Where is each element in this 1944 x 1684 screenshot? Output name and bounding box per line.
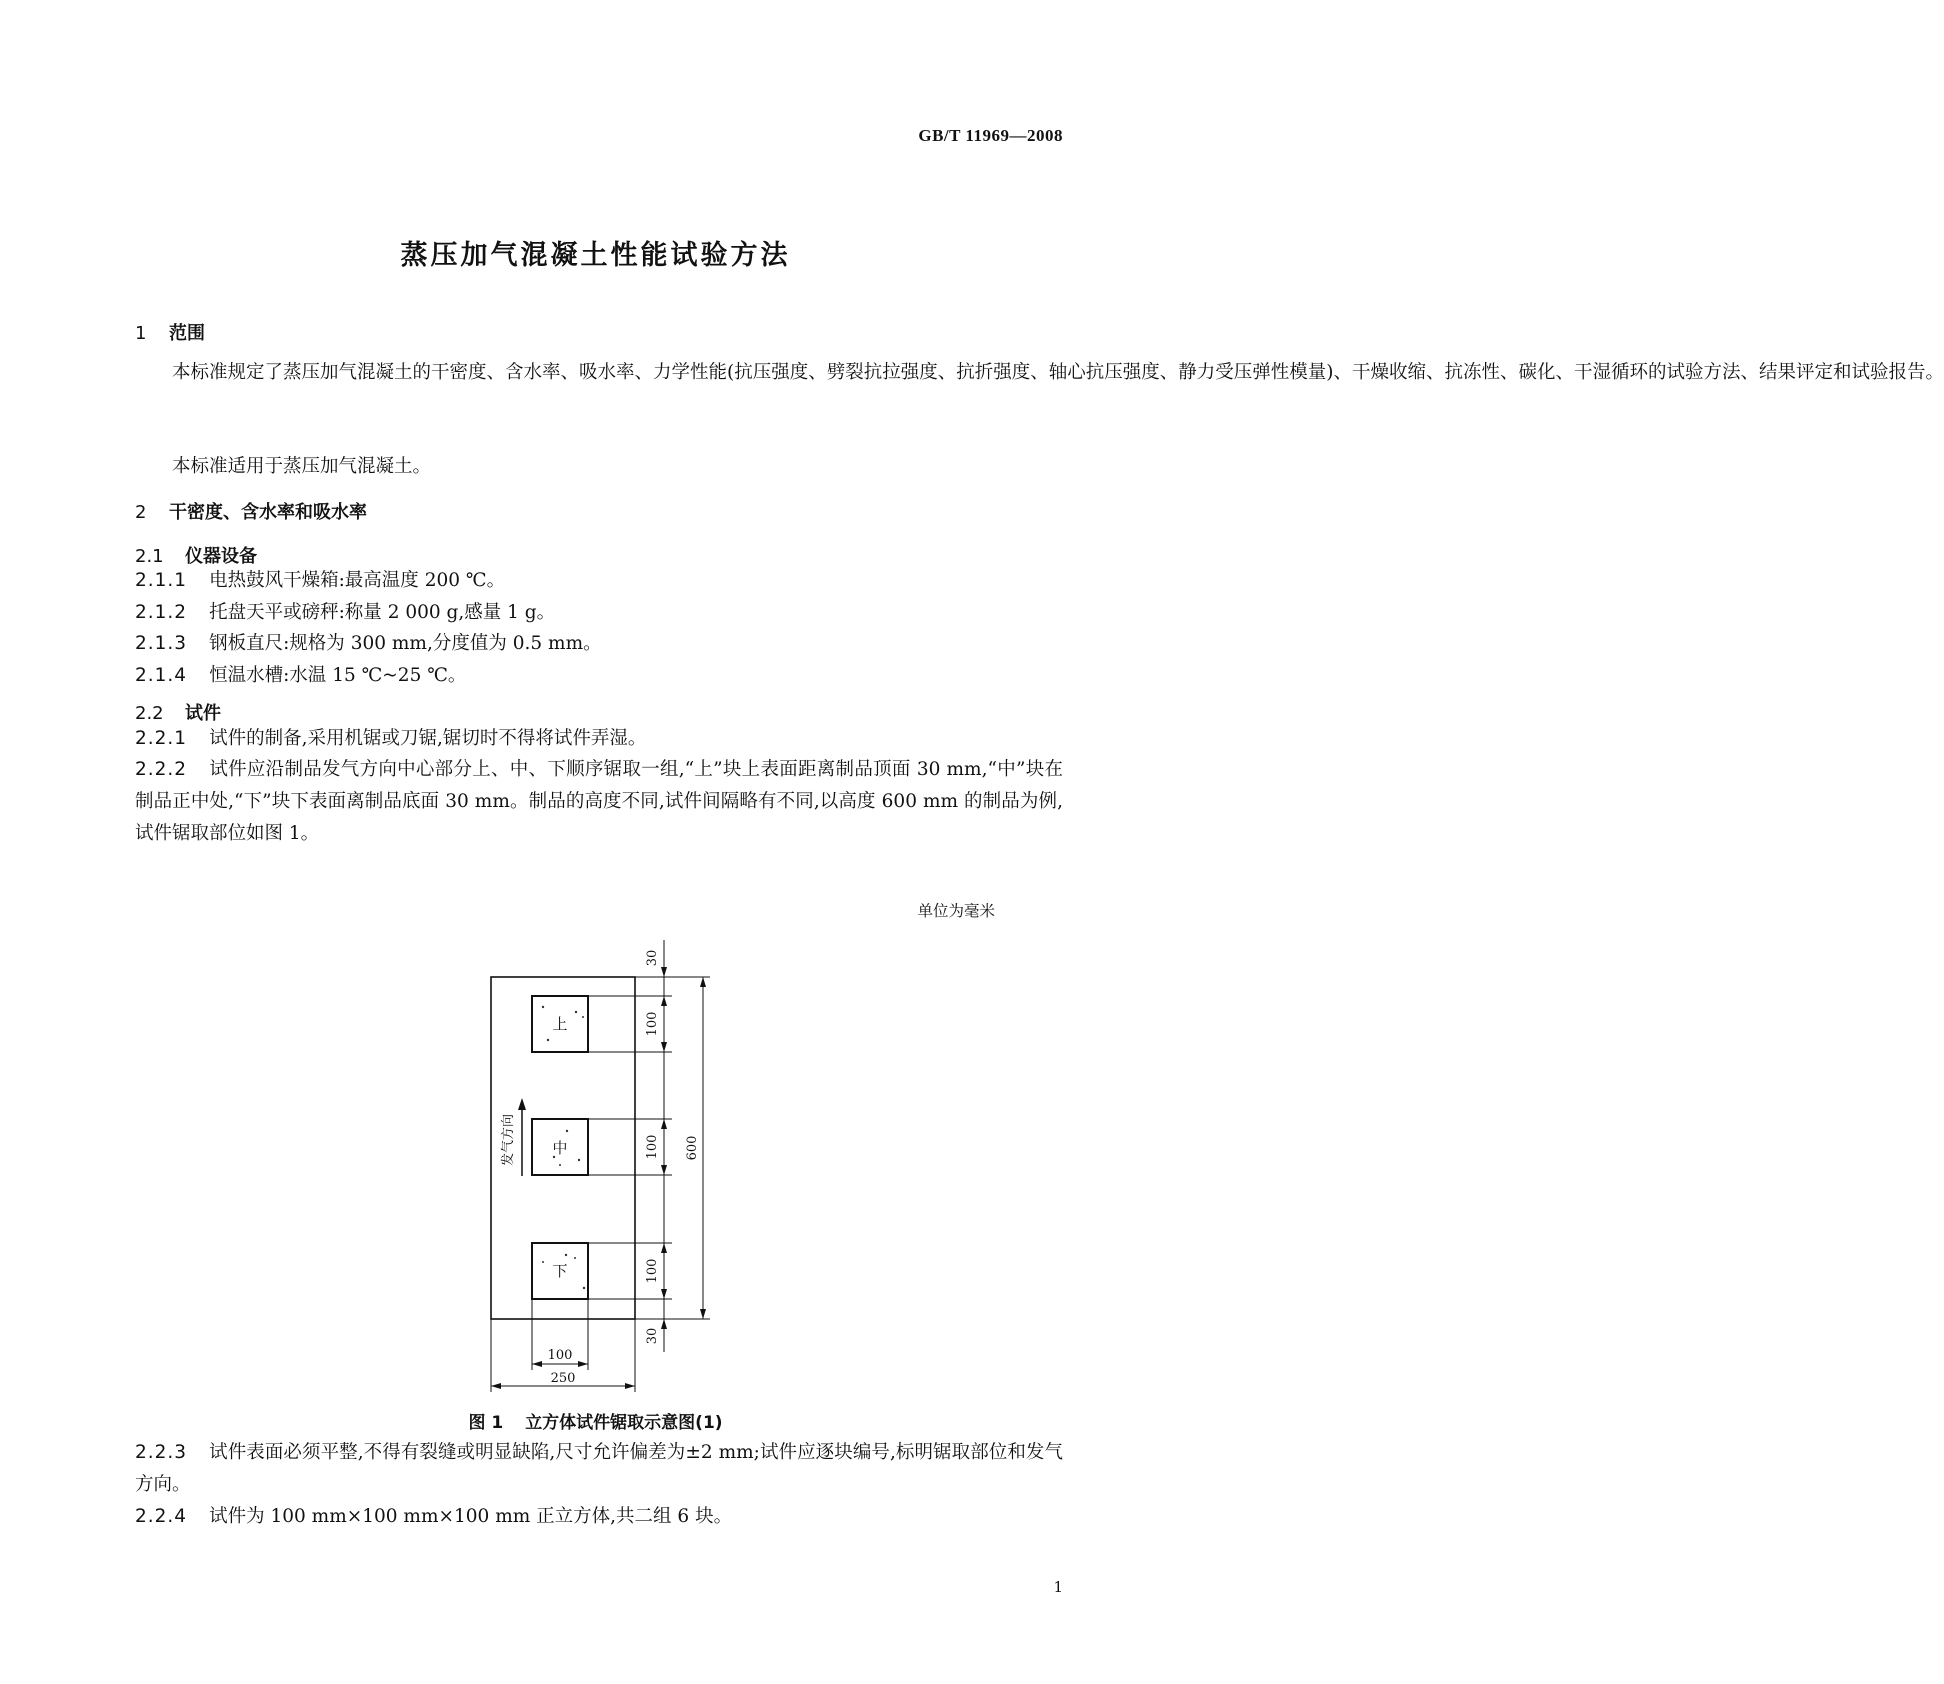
item-text: 恒温水槽:水温 15 ℃~25 ℃。 (209, 665, 467, 686)
dim-30-top: 30 (645, 949, 660, 967)
item-text: 试件为 100 mm×100 mm×100 mm 正立方体,共二组 6 块。 (209, 1506, 733, 1527)
item-text: 试件的制备,采用机锯或刀锯,锯切时不得将试件弄湿。 (209, 728, 647, 749)
section-title: 范围 (169, 323, 205, 344)
list-item (135, 1437, 1063, 1501)
item-number: 2.2.1 (135, 728, 188, 749)
page-title: 蒸压加气混凝土性能试验方法 (400, 240, 791, 271)
item-text: 试件表面必须平整,不得有裂缝或明显缺陷,尺寸允许偏差为±2 mm;试件应逐块编号,标明锯取部位和发气方向。 (135, 1442, 1063, 1495)
standard-code: GB/T 11969—2008 (918, 126, 1063, 145)
item-number: 2.1.2 (135, 602, 188, 623)
item-number: 2.1.3 (135, 633, 188, 654)
caption-number: 图 1 (468, 1413, 504, 1433)
item-number: 2.1.4 (135, 665, 188, 686)
dim-250-width: 250 (550, 1371, 576, 1386)
item-text: 托盘天平或磅秤:称量 2 000 g,感量 1 g。 (209, 602, 556, 623)
item-number: 2.2.4 (135, 1506, 188, 1527)
label-bottom: 下 (552, 1262, 568, 1280)
direction-label: 发气方向 (501, 1113, 516, 1167)
dim-600: 600 (685, 1135, 700, 1161)
item-text: 试件应沿制品发气方向中心部分上、中、下顺序锯取一组,“上”块上表面距离制品顶面 30 mm,“中”块在制品正中处,“下”块下表面离制品底面 30 mm。制品的高度不同,试件间隔略有不同,以高度 600 mm 的制品为例,试件锯取部位如图 1。 (135, 759, 1063, 844)
subsection-number: 2.2 (135, 703, 164, 724)
section-number: 1 (135, 323, 147, 344)
dim-100-top: 100 (645, 1011, 660, 1037)
caption-text: 立方体试件锯取示意图(1) (525, 1413, 723, 1433)
subsection-title: 试件 (185, 703, 221, 724)
page-number: 1 (1053, 1578, 1063, 1596)
dim-30-bottom: 30 (645, 1327, 660, 1345)
label-middle: 中 (552, 1139, 568, 1157)
item-number: 2.2.2 (135, 759, 188, 780)
item-text: 电热鼓风干燥箱:最高温度 200 ℃。 (209, 570, 506, 591)
subsection-number: 2.1 (135, 546, 164, 567)
item-number: 2.2.3 (135, 1442, 188, 1463)
dim-100-middle: 100 (645, 1134, 660, 1160)
section-number: 2 (135, 502, 147, 523)
item-text: 钢板直尺:规格为 300 mm,分度值为 0.5 mm。 (209, 633, 602, 654)
list-item (135, 1501, 1063, 1533)
section-1-paragraph-2: 本标准适用于蒸压加气混凝土。 (172, 456, 432, 477)
item-number: 2.1.1 (135, 570, 188, 591)
subsection-title: 仪器设备 (185, 546, 257, 567)
unit-note: 单位为毫米 (917, 902, 995, 920)
dimension-arrowheads (491, 967, 706, 1389)
section-title: 干密度、含水率和吸水率 (169, 502, 367, 523)
label-top: 上 (552, 1015, 568, 1033)
arrow-head (518, 1098, 526, 1110)
dim-100-bottom: 100 (645, 1258, 660, 1284)
figure-caption (0, 1408, 1191, 1433)
section-1-paragraph-1: 本标准规定了蒸压加气混凝土的干密度、含水率、吸水率、力学性能(抗压强度、劈裂抗拉强度、抗折强度、轴心抗压强度、静力受压弹性模量)、干燥收缩、抗冻性、碳化、干湿循环的试验方法、结果评定和试验报告。 (172, 362, 1944, 383)
dim-100-width: 100 (547, 1348, 573, 1363)
